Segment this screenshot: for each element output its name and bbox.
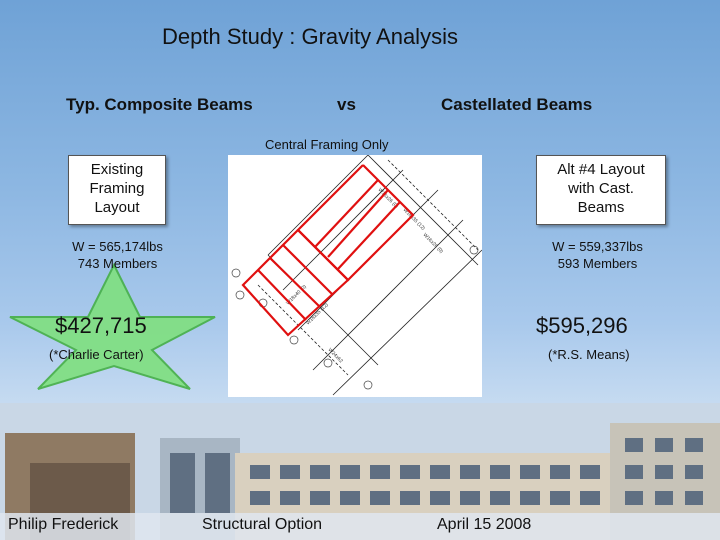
svg-text:W18x40 (0): W18x40 (0) (285, 283, 308, 307)
right-members: 593 Members (557, 256, 638, 271)
existing-framing-box (68, 155, 166, 225)
footer-option: Structural Option (202, 516, 323, 533)
right-box-line-2: with Cast. (568, 180, 634, 197)
highlighted-framing (243, 165, 413, 335)
caption: Central Framing Only (265, 137, 389, 152)
right-source: (*R.S. Means) (548, 347, 630, 362)
left-members: 743 Members (77, 256, 158, 271)
svg-text:W16x26 (0): W16x26 (0) (421, 232, 445, 255)
footer-date: April 15 2008 (437, 516, 532, 533)
left-heading: Typ. Composite Beams (66, 95, 253, 114)
left-box-line-3: Layout (94, 199, 140, 216)
left-weight: W = 565,174lbs (72, 239, 163, 254)
left-box-line-2: Framing (89, 180, 145, 197)
vs-label: vs (337, 95, 356, 114)
footer-author: Philip Frederick (8, 516, 119, 533)
left-cost: $427,715 (55, 313, 147, 338)
right-box-line-1: Alt #4 Layout (557, 161, 645, 178)
right-weight: W = 559,337lbs (552, 239, 643, 254)
svg-text:W18x35 (12): W18x35 (12) (401, 207, 427, 232)
left-box-line-1: Existing (90, 161, 144, 178)
right-heading: Castellated Beams (441, 95, 593, 114)
left-source: (*Charlie Carter) (49, 347, 144, 362)
svg-text:W18x35 (12): W18x35 (12) (305, 301, 330, 327)
svg-text:W16x26 (0): W16x26 (0) (376, 187, 400, 210)
framing-plan-image (228, 155, 482, 397)
right-cost: $595,296 (536, 313, 628, 338)
right-box-line-3: Beams (577, 199, 625, 216)
framing-plan-drawing (228, 155, 482, 397)
alt-layout-box (536, 155, 666, 225)
svg-text:W24x62: W24x62 (326, 347, 344, 365)
slide-title: Depth Study : Gravity Analysis (162, 24, 458, 49)
